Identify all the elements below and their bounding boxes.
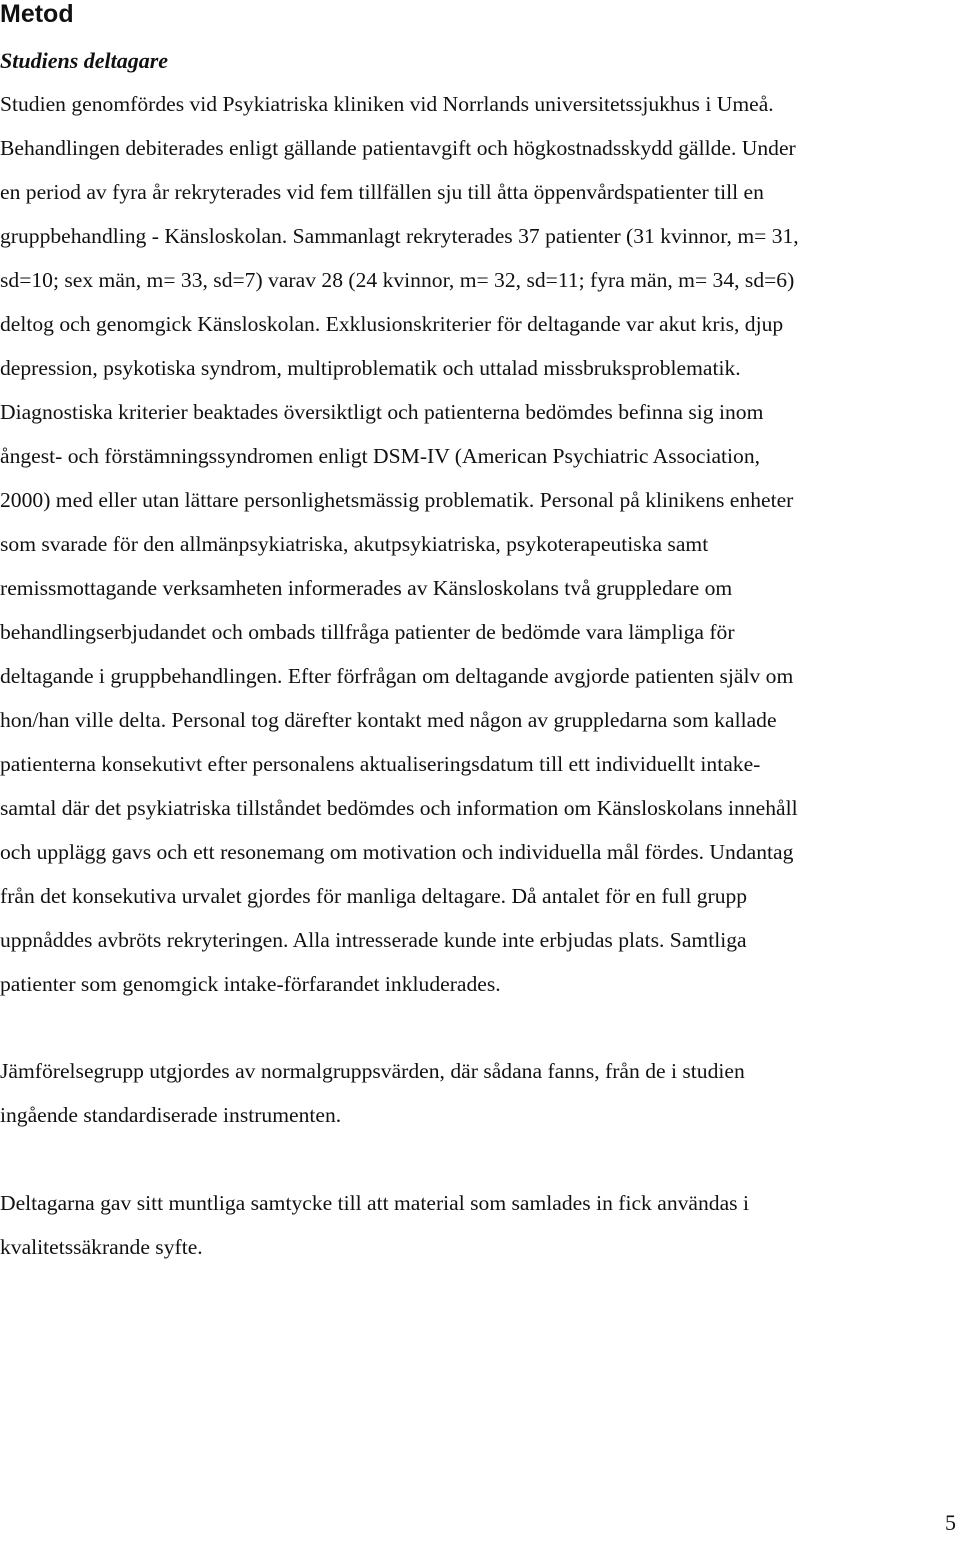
- text-line: depression, psykotiska syndrom, multiproblematik och uttalad missbruksproblematik.: [0, 356, 741, 380]
- page-number: 5: [945, 1510, 956, 1535]
- text-line: deltagande i gruppbehandlingen. Efter förfrågan om deltagande avgjorde patienten själv om: [0, 664, 794, 688]
- text-line: kvalitetssäkrande syfte.: [0, 1235, 203, 1259]
- text-line: remissmottagande verksamheten informerades av Känsloskolans två gruppledare om: [0, 576, 733, 600]
- text-line: Diagnostiska kriterier beaktades översiktligt och patienterna bedömdes befinna sig inom: [0, 400, 764, 424]
- text-line: ingående standardiserade instrumenten.: [0, 1103, 342, 1127]
- text-line: som svarade för den allmänpsykiatriska, akutpsykiatriska, psykoterapeutiska samt: [0, 532, 709, 556]
- text-line: Deltagarna gav sitt muntliga samtycke till att material som samlades in fick användas i: [0, 1191, 749, 1215]
- text-line: uppnåddes avbröts rekryteringen. Alla intresserade kunde inte erbjudas plats. Samtliga: [0, 928, 747, 952]
- text-line: samtal där det psykiatriska tillståndet bedömdes och information om Känsloskolans innehåll: [0, 796, 798, 820]
- text-line: deltog och genomgick Känsloskolan. Exklusionskriterier för deltagande var akut kris, djup: [0, 312, 784, 336]
- text-line: en period av fyra år rekryterades vid fem tillfällen sju till åtta öppenvårdspatienter till en: [0, 180, 764, 204]
- text-line: från det konsekutiva urvalet gjordes för manliga deltagare. Då antalet för en full grupp: [0, 884, 748, 908]
- text-line: Jämförelsegrupp utgjordes av normalgruppsvärden, där sådana fanns, från de i studien: [0, 1059, 745, 1083]
- section-heading: Metod: [0, 0, 74, 28]
- text-line: Behandlingen debiterades enligt gällande patientavgift och högkostnadsskydd gällde. Under: [0, 136, 796, 160]
- text-line: gruppbehandling - Känsloskolan. Sammanlagt rekryterades 37 patienter (31 kvinnor, m= 31,: [0, 224, 799, 248]
- text-line: patienter som genomgick intake-förfarandet inkluderades.: [0, 972, 501, 996]
- text-line: behandlingserbjudandet och ombads tillfråga patienter de bedömde vara lämpliga för: [0, 620, 735, 644]
- text-line: patienterna konsekutivt efter personalens aktualiseringsdatum till ett individuellt intake-: [0, 752, 761, 776]
- text-line: hon/han ville delta. Personal tog därefter kontakt med någon av gruppledarna som kallade: [0, 708, 777, 732]
- subsection-heading: Studiens deltagare: [0, 48, 169, 73]
- text-line: 2000) med eller utan lättare personlighetsmässig problematik. Personal på klinikens enheter: [0, 488, 794, 512]
- text-line: Studien genomfördes vid Psykiatriska kliniken vid Norrlands universitetssjukhus i Umeå.: [0, 92, 774, 116]
- text-line: och upplägg gavs och ett resonemang om motivation och individuella mål fördes. Undantag: [0, 840, 794, 864]
- text-line: sd=10; sex män, m= 33, sd=7) varav 28 (24 kvinnor, m= 32, sd=11; fyra män, m= 34, sd=6): [0, 268, 795, 292]
- text-line: ångest- och förstämningssyndromen enligt DSM-IV (American Psychiatric Association,: [0, 444, 761, 468]
